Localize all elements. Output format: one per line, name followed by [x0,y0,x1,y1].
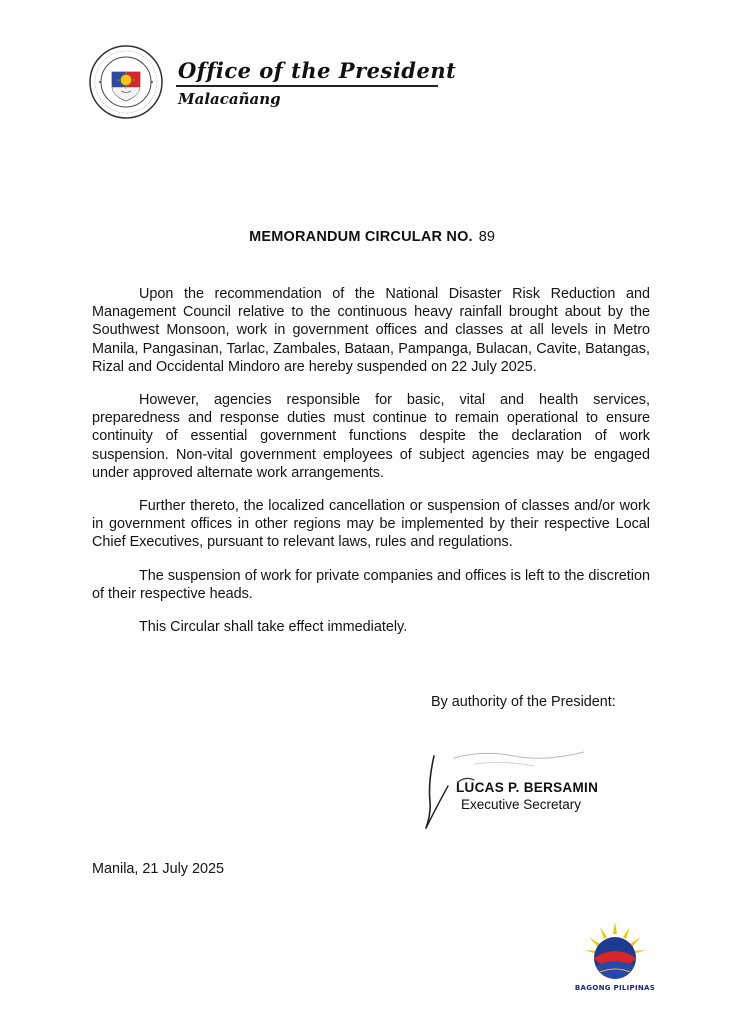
header-divider [176,85,438,87]
presidential-seal-icon [88,44,164,120]
bagong-pilipinas-logo-icon [578,920,652,982]
memo-title-label: MEMORANDUM CIRCULAR NO. [249,229,473,245]
bagong-pilipinas-text: BAGONG PILIPINAS [574,984,656,992]
date-line [92,861,224,877]
memo-heading [0,229,744,245]
memo-number: 89 [478,229,495,245]
authority-line: By authority of the President: [431,694,616,710]
signer-name: LUCAS P. BERSAMIN [456,780,599,795]
office-subtitle: Malacañang [178,90,281,108]
body-paragraph: This Circular shall take effect immediately. [139,619,408,636]
memo-body [92,285,650,651]
signer-title: Executive Secretary [461,797,582,812]
body-paragraph: However, agencies responsible for basic, vital and health services, preparedness and response duties must continue to remain operational to ensure continuity of essential government functions despite the declaration of work suspension. Non-vital government employees of subject agencies may be engaged under approved alternate work arrangements. [92,392,650,481]
date-value: 21 July 2025 [142,861,224,877]
body-paragraph: Upon the recommendation of the National Disaster Risk Reduction and Management Council relative to the continuous heavy rainfall brought about by the Southwest Monsoon, work in government offices and classes at all levels in Metro Manila, Pangasinan, Tarlac, Zambales, Bataan, Pampanga, Bulacan, Cavite, Batangas, Rizal and Occidental Mindoro are hereby suspended on 22 July 2025. [92,286,650,375]
date-place: Manila, [92,861,139,877]
office-title: Office of the President [178,58,457,83]
body-paragraph: Further thereto, the localized cancellation or suspension of classes and/or work in government offices in other regions may be implemented by their respective Local Chief Executives, pursuant to relevant laws, rules and regulations. [92,498,650,551]
body-paragraph: The suspension of work for private companies and offices is left to the discretion of their respective heads. [92,567,650,602]
